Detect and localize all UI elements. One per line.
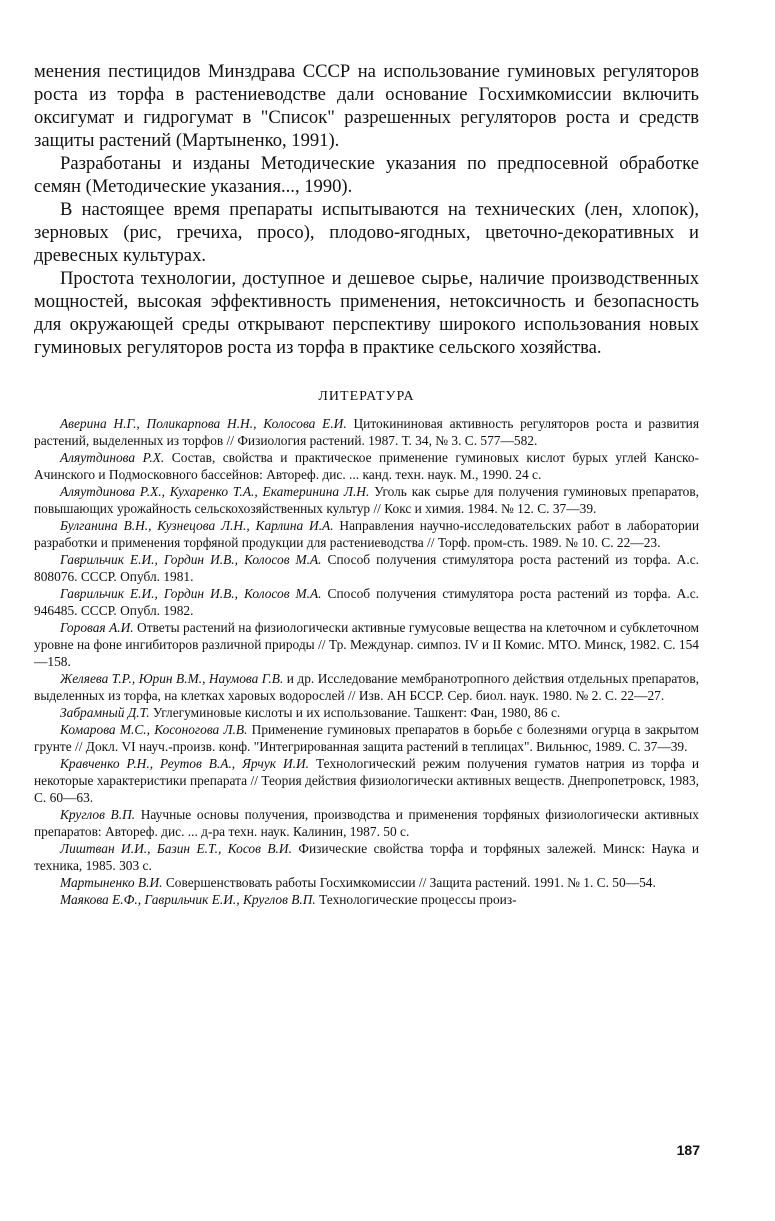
body-text bbox=[34, 60, 699, 359]
reference-authors: Булганина В.Н., Кузнецова Л.Н., Карлина И.А. bbox=[60, 518, 334, 533]
reference-authors: Гаврильчик Е.И., Гордин И.В., Колосов М.А. bbox=[60, 552, 322, 567]
reference-text: и др. Исследование мембранотропного действия отдельных препаратов, выделенных из торфа, на клетках харовых водорослей // Изв. АН БССР. Сер. биол. наук. 1980. № 2. С. 22—27. bbox=[34, 671, 699, 703]
reference-item bbox=[34, 483, 699, 517]
body-paragraph-4: Простота технологии, доступное и дешевое сырье, наличие производственных мощностей, высокая эффективность применения, нетоксичность и безопасность для окружающей среды открывают перспективу широкого использования новых гуминовых регуляторов роста из торфа в практике сельского хозяйства. bbox=[34, 268, 699, 358]
reference-text: Научные основы получения, производства и применения торфяных физиологически активных препаратов: Автореф. дис. ... д-ра техн. наук. Калинин, 1987. 50 с. bbox=[34, 807, 699, 839]
reference-authors: Кравченко Р.Н., Реутов В.А., Ярчук И.И. bbox=[60, 756, 310, 771]
reference-text: Состав, свойства и практическое применение гуминовых кислот бурых углей Канско-Ачинского и Подмосковного бассейнов: Автореф. дис. ... канд. техн. наук. М., 1990. 24 с. bbox=[34, 450, 699, 482]
reference-text: Способ получения стимулятора роста растений из торфа. А.с. 946485. СССР. Опубл. 1982. bbox=[34, 586, 699, 618]
reference-text: Ответы растений на физиологически активные гумусовые вещества на клеточном и субклеточном уровне на фоне ингибиторов различной природы // Тр. Междунар. симпоз. IV и II Комис. МТО. Минск, 1982. С. 154—158. bbox=[34, 620, 700, 669]
reference-authors: Гаврильчик Е.И., Гордин И.В., Колосов М.А. bbox=[60, 586, 322, 601]
body-paragraph-1: менения пестицидов Минздрава СССР на использование гуминовых регуляторов роста из торфа в растениеводстве дали основание Госхимкомиссии включить оксигумат и гидрогумат в "Список" разрешенных регуляторов роста и средств защиты растений (Мартыненко, 1991). bbox=[34, 61, 699, 151]
reference-text: Применение гуминовых препаратов в борьбе с болезнями огурца в закрытом грунте // Докл. VI науч.-произв. конф. "Интегрированная защита растений в теплицах". Вильнюс, 1989. С. 37—39. bbox=[34, 722, 699, 754]
reference-text: Уголь как сырье для получения гуминовых препаратов, повышающих урожайность сельскохозяйственных культур // Кокс и химия. 1984. № 12. С. 37—39. bbox=[34, 484, 699, 516]
reference-text: Физические свойства торфа и торфяных залежей. Минск: Наука и техника, 1985. 303 с. bbox=[34, 841, 699, 873]
body-paragraph-2: Разработаны и изданы Методические указания по предпосевной обработке семян (Методические указания..., 1990). bbox=[34, 153, 699, 197]
reference-text: Технологический режим получения гуматов натрия из торфа и некоторые характеристики препарата // Теория действия физиологически активных веществ. Днепропетровск, 1983, С. 60—63. bbox=[34, 756, 700, 805]
page-content bbox=[34, 60, 699, 908]
reference-authors: Забрамный Д.Т. bbox=[60, 705, 150, 720]
reference-authors: Аляутдинова Р.Х. bbox=[60, 450, 165, 465]
reference-authors: Аляутдинова Р.Х., Кухаренко Т.А., Екатеринина Л.Н. bbox=[60, 484, 370, 499]
reference-item bbox=[34, 874, 699, 891]
reference-item bbox=[34, 517, 699, 551]
reference-authors: Комарова М.С., Косоногова Л.В. bbox=[60, 722, 248, 737]
reference-item bbox=[34, 721, 699, 755]
reference-item bbox=[34, 670, 699, 704]
reference-item bbox=[34, 585, 699, 619]
reference-item bbox=[34, 806, 699, 840]
references-list bbox=[34, 415, 699, 908]
reference-authors: Мартыненко В.И. bbox=[60, 875, 163, 890]
body-paragraph-3: В настоящее время препараты испытываются на технических (лен, хлопок), зерновых (рис, гречиха, просо), плодово-ягодных, цветочно-декоративных и древесных культурах. bbox=[34, 199, 699, 266]
reference-text: Цитокининовая активность регуляторов роста и развития растений, выделенных из торфов // Физиология растений. 1987. Т. 34, № 3. С. 577—582. bbox=[34, 416, 699, 448]
reference-authors: Желяева Т.Р., Юрин В.М., Наумова Г.В. bbox=[60, 671, 284, 686]
reference-authors: Лиштван И.И., Базин Е.Т., Косов В.И. bbox=[60, 841, 292, 856]
reference-authors: Горовая А.И. bbox=[60, 620, 134, 635]
reference-item bbox=[34, 415, 699, 449]
reference-item bbox=[34, 449, 699, 483]
reference-text: Способ получения стимулятора роста растений из торфа. А.с. 808076. СССР. Опубл. 1981. bbox=[34, 552, 699, 584]
reference-text: Технологические процессы произ- bbox=[315, 892, 517, 907]
page-number: 187 bbox=[676, 1142, 700, 1158]
reference-text: Углегуминовые кислоты и их использование. Ташкент: Фан, 1980, 86 с. bbox=[149, 705, 561, 720]
references-heading: ЛИТЕРАТУРА bbox=[318, 389, 415, 404]
reference-authors: Аверина Н.Г., Поликарпова Н.Н., Колосова Е.И. bbox=[60, 416, 347, 431]
reference-item bbox=[34, 551, 699, 585]
reference-item bbox=[34, 619, 699, 670]
reference-text: Направления научно-исследовательских работ в лаборатории разработки и применения торфяной продукции для растениеводства // Торф. пром-сть. 1989. № 10. С. 22—23. bbox=[34, 518, 699, 550]
reference-item bbox=[34, 755, 699, 806]
reference-authors: Маякова Е.Ф., Гаврильчик Е.И., Круглов В.П. bbox=[60, 892, 316, 907]
reference-item bbox=[34, 891, 699, 908]
reference-item bbox=[34, 704, 699, 721]
reference-text: Совершенствовать работы Госхимкомиссии // Защита растений. 1991. № 1. С. 50—54. bbox=[162, 875, 656, 890]
reference-authors: Круглов В.П. bbox=[60, 807, 136, 822]
reference-item bbox=[34, 840, 699, 874]
